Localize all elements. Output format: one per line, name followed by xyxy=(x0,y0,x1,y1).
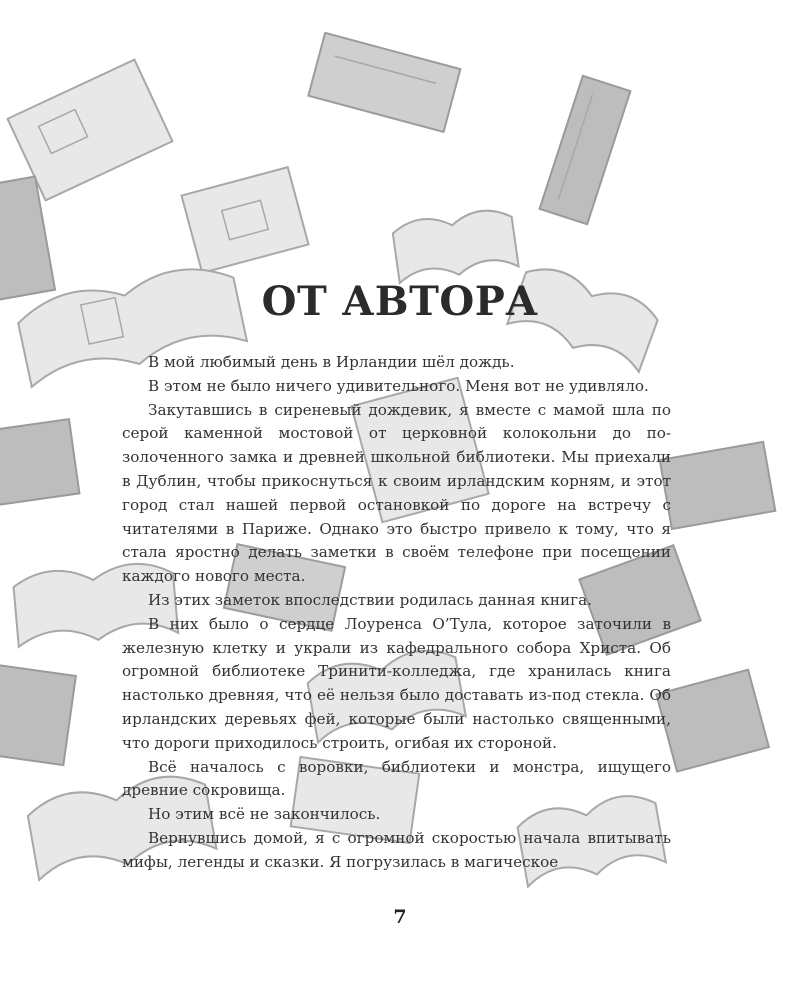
page-number: 7 xyxy=(393,906,407,928)
book-illustration xyxy=(0,419,79,505)
book-illustration xyxy=(391,207,518,283)
book-illustration xyxy=(660,442,776,529)
book-illustration xyxy=(308,33,460,132)
book-illustration xyxy=(182,167,309,273)
body-text xyxy=(122,351,671,875)
book-illustration xyxy=(0,665,76,765)
paragraph: В мой любимый день в Ирландии шёл дождь. xyxy=(148,353,515,371)
page-title: ОТ АВТОРА xyxy=(261,278,539,325)
paragraph: Из этих заметок впоследствии родилась данная книга. xyxy=(148,590,592,609)
book-illustration xyxy=(656,670,768,772)
book-illustration xyxy=(540,76,631,225)
paragraph: В этом не было ничего удивительного. Меня вот не удивляло. xyxy=(148,376,649,395)
paragraph: Вернувшись домой, я с огромной скоростью начала впитывать мифы, легенды и сказки. Я погрузилась в магическое xyxy=(122,828,671,871)
paragraph: Всё началось с воровки, библиотеки и монстра, ищущего древние сокровища. xyxy=(122,757,671,800)
paragraph: Закутавшись в сиреневый дождевик, я вместе с мамой шла по серой каменной мостовой от церковной колокольни до позолоченного замка и древней школьной библиотеки. Мы приехали в Дублин, чтобы прикоснуться к своим ирландским корням, и этот город стал нашей первой остановкой по дороге на встречу с читателями в Париже. Однако это быстро привело к тому, что я стала яростно делать заметки в своём телефоне при посещении каждого нового места. xyxy=(122,400,671,586)
paragraph: Но этим всё не закончилось. xyxy=(148,805,381,824)
paragraph: В них было о сердце Лоуренса О’Тула, которое заточили в железную клетку и украли из кафедрального собора Христа. Об огромной библиотеке Тринити-колледжа, где хранилась книга настолько древняя, что её нельзя было доставать из-под стекла. Об ирландских деревьях фей, которые были настолько священными, что дороги приходилось строить, огибая их стороной. xyxy=(122,614,671,752)
